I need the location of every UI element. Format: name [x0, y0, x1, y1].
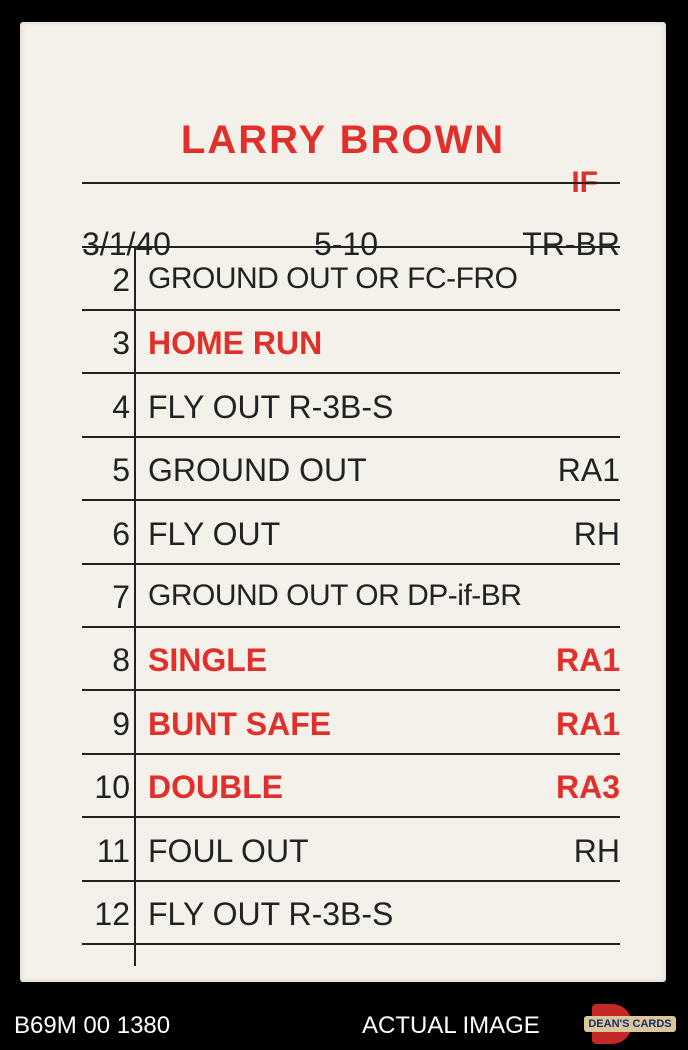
result-text: DOUBLE — [148, 769, 284, 806]
dice-number: 10 — [94, 769, 130, 806]
item-id: B69M 00 1380 — [14, 1012, 171, 1039]
dice-number: 9 — [112, 705, 130, 742]
table-row — [82, 692, 620, 754]
runner-advance: RA1 — [555, 705, 620, 742]
table-row — [82, 755, 620, 817]
player-name: LARRY BROWN — [180, 118, 506, 162]
bats-throws: TR-BR — [522, 226, 620, 262]
table-row — [82, 438, 620, 500]
table-row — [82, 502, 620, 564]
result-text: GROUND OUT OR DP-if-BR — [148, 579, 522, 612]
dice-number: 11 — [96, 832, 130, 869]
dice-number: 2 — [112, 262, 130, 298]
table-row — [82, 248, 620, 310]
dice-number: 3 — [112, 325, 130, 362]
table-row — [82, 311, 620, 373]
height: 5-10 — [314, 226, 379, 262]
dice-number: 5 — [112, 452, 130, 489]
result-text: GROUND OUT OR FC-FRO — [148, 262, 518, 295]
table-row — [82, 375, 620, 437]
result-text: HOME RUN — [148, 325, 323, 362]
logo-text: DEAN'S CARDS — [584, 1016, 676, 1032]
result-text: FOUL OUT — [148, 832, 309, 869]
table-row — [82, 628, 620, 690]
result-text: FLY OUT — [148, 515, 281, 552]
result-text: FLY OUT R-3B-S — [148, 896, 394, 932]
result-text: FLY OUT R-3B-S — [148, 388, 394, 425]
birthdate: 3/1/40 — [82, 226, 171, 262]
table-row — [82, 819, 620, 881]
player-position: IF — [571, 166, 598, 199]
table-row — [82, 565, 620, 627]
dice-number: 7 — [112, 579, 130, 615]
result-text: BUNT SAFE — [148, 705, 332, 742]
runner-advance: RA1 — [555, 642, 620, 679]
runner-advance: RA3 — [555, 769, 620, 806]
dice-number: 6 — [112, 515, 130, 552]
row-divider — [82, 943, 620, 945]
game-card — [20, 22, 666, 982]
dice-number: 8 — [112, 642, 130, 679]
table-row — [82, 882, 620, 944]
result-text: SINGLE — [148, 642, 268, 679]
actual-image-label: ACTUAL IMAGE — [362, 1012, 540, 1039]
result-text: GROUND OUT — [148, 452, 367, 489]
dice-number: 12 — [94, 896, 130, 932]
runner-advance: RH — [573, 832, 620, 869]
runner-advance: RA1 — [557, 452, 620, 489]
dice-number: 4 — [112, 388, 130, 425]
divider — [82, 182, 620, 184]
runner-advance: RH — [573, 515, 620, 552]
deans-cards-logo — [584, 1004, 676, 1044]
